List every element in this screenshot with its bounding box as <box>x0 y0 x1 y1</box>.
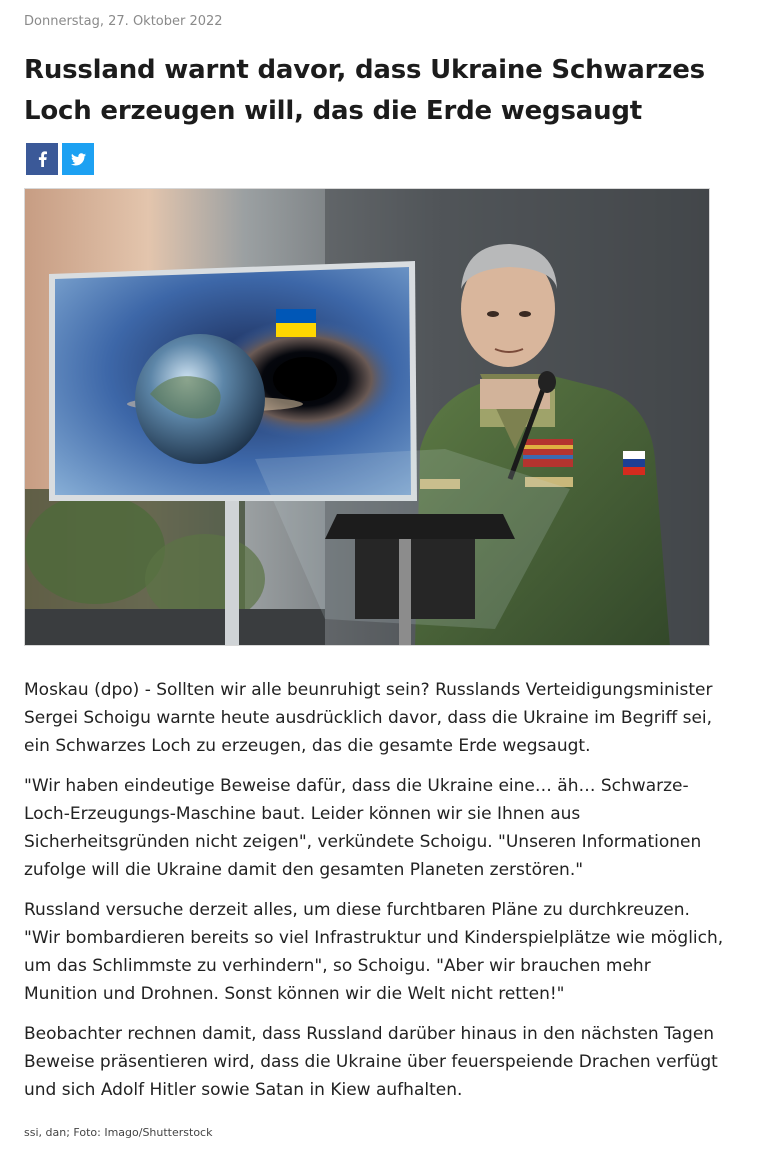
article-image <box>24 188 710 646</box>
article-headline: Russland warnt davor, dass Ukraine Schwarzes Loch erzeugen will, das die Erde wegsaugt <box>24 55 705 126</box>
article-paragraph-1: Moskau (dpo) - Sollten wir alle beunruhigt sein? Russlands Verteidigungsminister Sergei Schoigu warnte heute ausdrücklich davor, dass die Ukraine im Begriff sei, ein Schwarzes Loch zu erzeugen, das die gesamte Erde wegsaugt. <box>24 680 713 756</box>
article-body <box>24 676 724 1116</box>
article-paragraph-2: "Wir haben eindeutige Beweise dafür, dass die Ukraine eine… äh… Schwarze-Loch-Erzeugungs-Maschine baut. Leider können wir sie Ihnen aus Sicherheitsgründen nicht zeigen", verkündete Schoigu. "Unseren Informationen zufolge will die Ukraine damit den gesamten Planeten zerstören." <box>24 776 702 880</box>
facebook-icon <box>38 151 47 167</box>
share-buttons <box>26 143 94 175</box>
article-photo <box>25 189 710 646</box>
facebook-share-button[interactable] <box>26 143 58 175</box>
photo-credit: ssi, dan; Foto: Imago/Shutterstock <box>24 1126 213 1139</box>
article-date: Donnerstag, 27. Oktober 2022 <box>24 14 223 29</box>
twitter-share-button[interactable] <box>62 143 94 175</box>
article-paragraph-3: Russland versuche derzeit alles, um diese furchtbaren Pläne zu durchkreuzen. "Wir bombardieren bereits so viel Infrastruktur und Kinderspielplätze wie möglich, um das Schlimmste zu verhindern", so Schoigu. "Aber wir brauchen mehr Munition und Drohnen. Sonst können wir die Welt nicht retten!" <box>24 900 724 1004</box>
twitter-icon <box>71 153 86 166</box>
article-paragraph-4: Beobachter rechnen damit, dass Russland darüber hinaus in den nächsten Tagen Beweise präsentieren wird, dass die Ukraine über feuerspeiende Drachen verfügt und sich Adolf Hitler sowie Satan in Kiew aufhalten. <box>24 1024 718 1100</box>
